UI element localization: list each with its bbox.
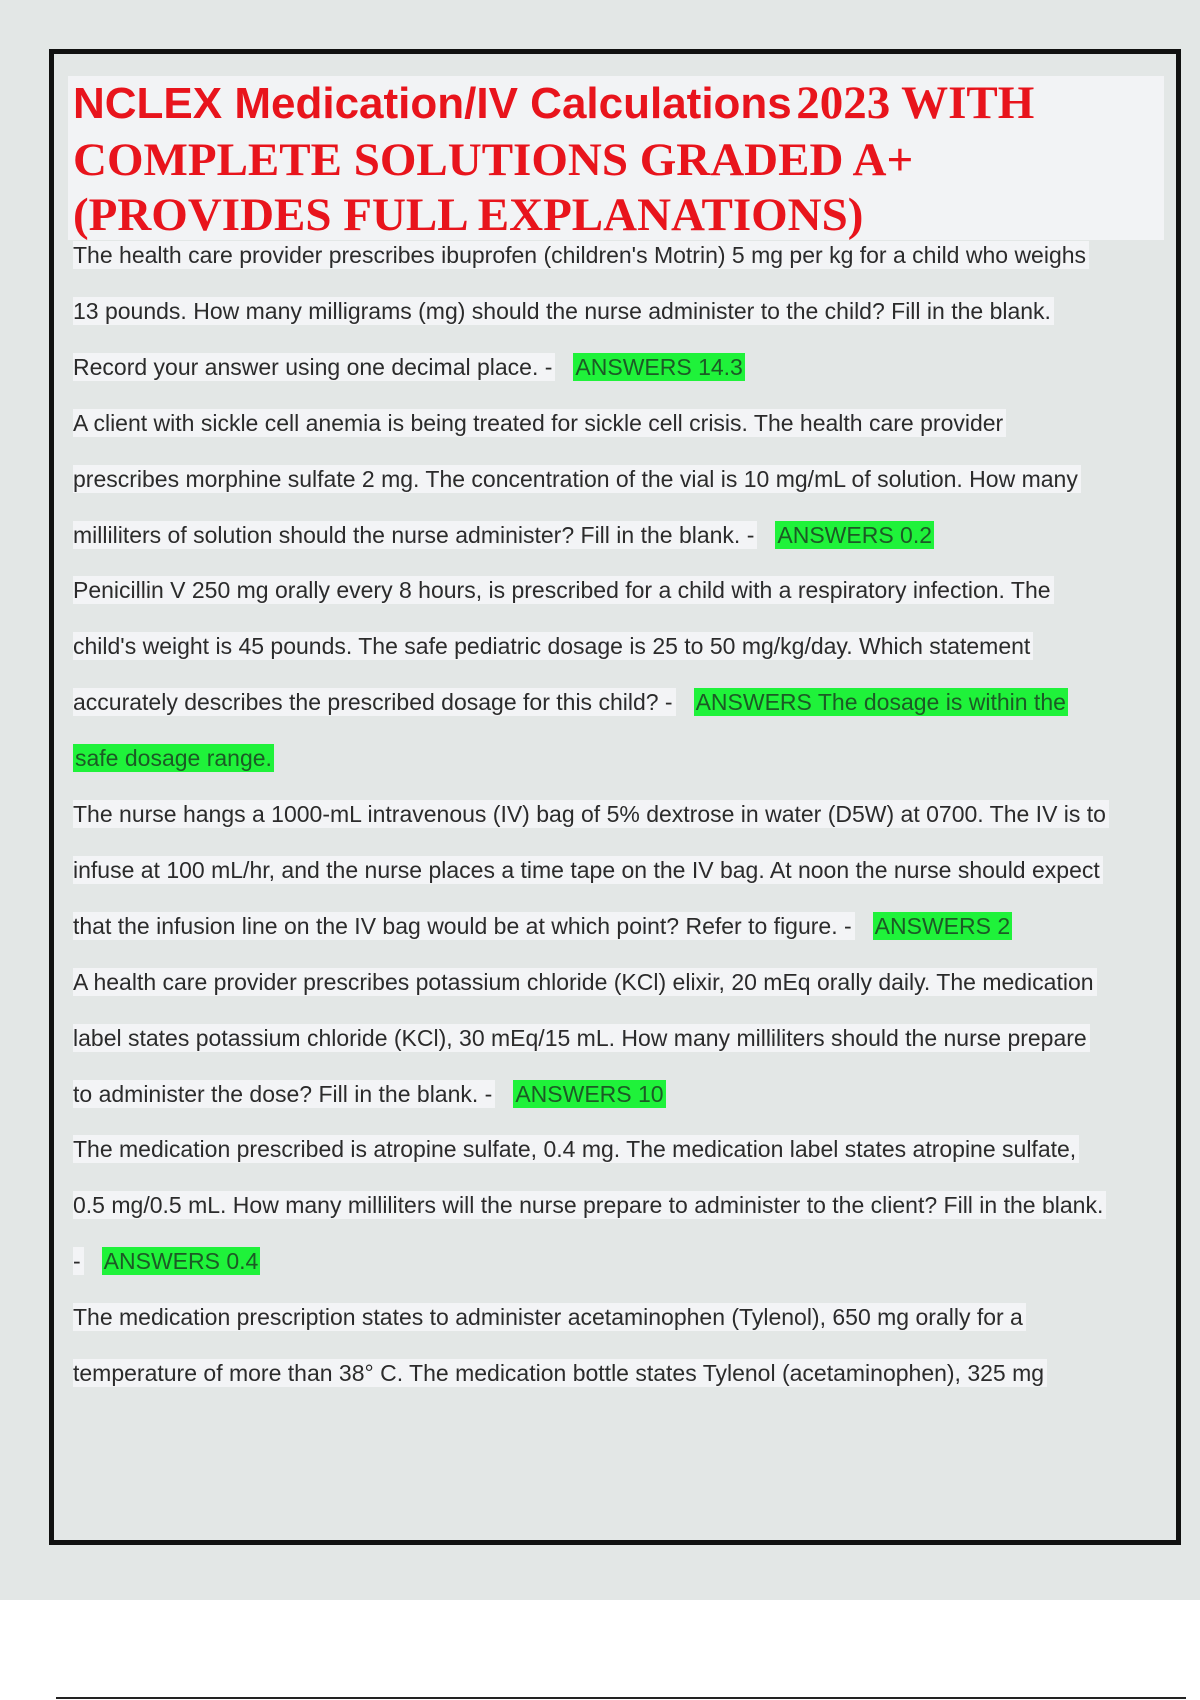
question-text: label states potassium chloride (KCl), 30 mEq/15 mL. How many milliliters should the nurse prepare <box>73 1024 1090 1052</box>
text-line <box>73 1135 1079 1163</box>
text-line <box>73 1247 260 1275</box>
question-text: that the infusion line on the IV bag would be at which point? Refer to figure. - <box>73 912 855 940</box>
question-text: A client with sickle cell anemia is being treated for sickle cell crisis. The health care provider <box>73 409 1006 437</box>
question-text: The health care provider prescribes ibuprofen (children's Motrin) 5 mg per kg for a child who weighs <box>73 241 1089 269</box>
footer-divider <box>56 1697 1186 1699</box>
question-text: milliliters of solution should the nurse administer? Fill in the blank. - <box>73 521 757 549</box>
question-text: prescribes morphine sulfate 2 mg. The concentration of the vial is 10 mg/mL of solution. How many <box>73 465 1081 493</box>
question-text: Record your answer using one decimal place. - <box>73 353 555 381</box>
title-part-serif: 2023 WITH <box>796 77 1035 129</box>
question-text: Penicillin V 250 mg orally every 8 hours, is prescribed for a child with a respiratory infection. The <box>73 576 1054 604</box>
question-text: 0.5 mg/0.5 mL. How many milliliters will the nurse prepare to administer to the client? Fill in the blank. <box>73 1191 1106 1219</box>
text-line <box>73 1024 1090 1052</box>
text-line <box>73 297 1054 325</box>
question-text: to administer the dose? Fill in the blank. - <box>73 1080 495 1108</box>
document-title-line-3: (PROVIDES FULL EXPLANATIONS) <box>73 189 864 241</box>
text-line <box>73 1191 1106 1219</box>
answer-highlight: ANSWERS 0.4 <box>103 1248 259 1274</box>
text-line <box>73 241 1089 269</box>
text-line <box>73 465 1081 493</box>
answer-highlight: ANSWERS The dosage is within the <box>695 689 1066 715</box>
title-part-sans: NCLEX Medication/IV Calculations <box>73 79 792 128</box>
question-text: The nurse hangs a 1000-mL intravenous (IV) bag of 5% dextrose in water (D5W) at 0700. The IV is to <box>73 800 1109 828</box>
text-line <box>73 409 1006 437</box>
text-line <box>73 856 1103 884</box>
answer-highlight: ANSWERS 2 <box>874 913 1011 939</box>
text-line <box>73 1303 1026 1331</box>
text-line <box>73 353 745 381</box>
question-text: The medication prescribed is atropine sulfate, 0.4 mg. The medication label states atropine sulfate, <box>73 1135 1079 1163</box>
answer-highlight: ANSWERS 14.3 <box>575 354 743 380</box>
text-line <box>73 576 1054 604</box>
question-text: temperature of more than 38° C. The medication bottle states Tylenol (acetaminophen), 325 mg <box>73 1359 1047 1387</box>
answer-highlight: safe dosage range. <box>75 745 272 771</box>
text-line <box>73 968 1097 996</box>
text-line <box>73 1080 666 1108</box>
document-title-line-1 <box>73 77 1035 129</box>
text-line <box>73 912 1012 940</box>
question-text: infuse at 100 mL/hr, and the nurse places a time tape on the IV bag. At noon the nurse should expect <box>73 856 1103 884</box>
text-line <box>73 800 1109 828</box>
text-line <box>73 688 1068 716</box>
question-text: - <box>73 1247 84 1275</box>
question-text: 13 pounds. How many milligrams (mg) should the nurse administer to the child? Fill in the blank. <box>73 297 1054 325</box>
text-line <box>73 744 274 772</box>
question-text: A health care provider prescribes potassium chloride (KCl) elixir, 20 mEq orally daily. The medication <box>73 968 1097 996</box>
question-text: accurately describes the prescribed dosage for this child? - <box>73 688 676 716</box>
text-line <box>73 1359 1047 1387</box>
text-line <box>73 521 934 549</box>
document-title-line-2: COMPLETE SOLUTIONS GRADED A+ <box>73 134 914 186</box>
question-text: The medication prescription states to administer acetaminophen (Tylenol), 650 mg orally for a <box>73 1303 1026 1331</box>
answer-highlight: ANSWERS 10 <box>515 1081 664 1107</box>
question-text: child's weight is 45 pounds. The safe pediatric dosage is 25 to 50 mg/kg/day. Which statement <box>73 632 1033 660</box>
text-line <box>73 632 1033 660</box>
answer-highlight: ANSWERS 0.2 <box>777 522 933 548</box>
